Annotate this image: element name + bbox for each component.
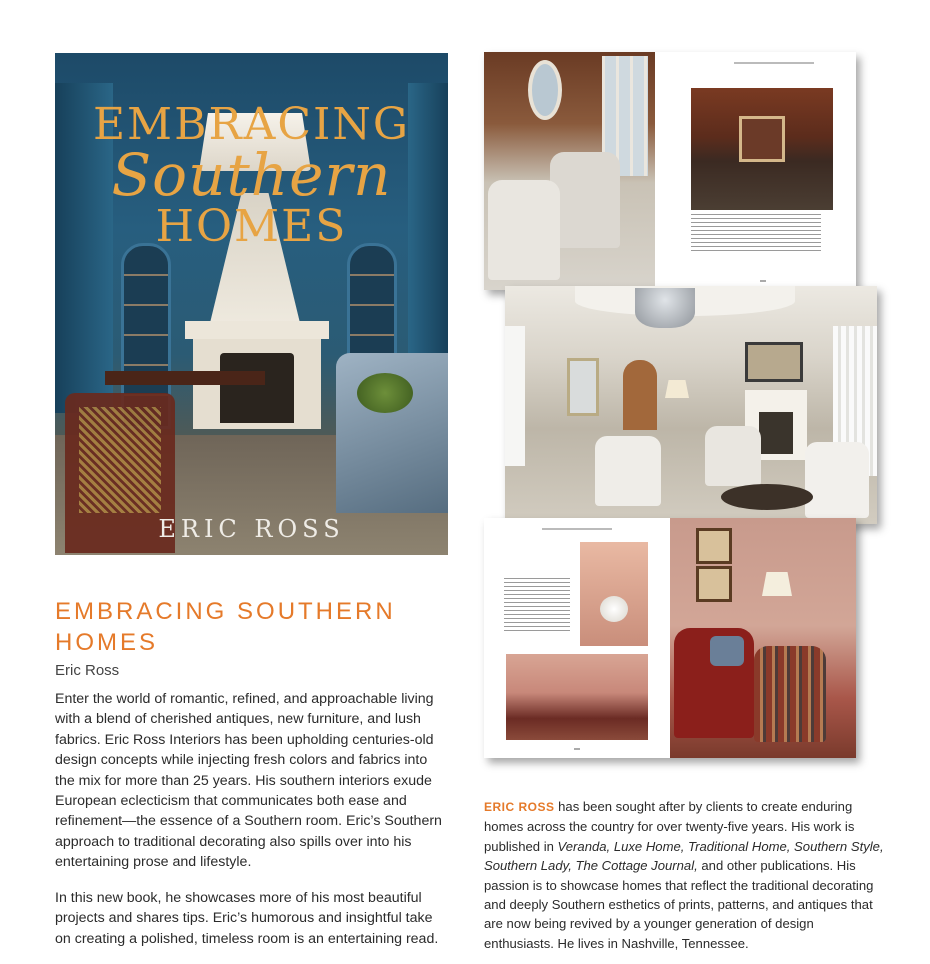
spread3-framed-art-bottom	[696, 566, 732, 602]
author-bio-publications: Veranda, Luxe Home, Traditional Home, Southern Style, Southern Lady, The Cottage Journal,	[484, 838, 884, 874]
cover-firebox	[220, 353, 294, 423]
book-title: EMBRACING SOUTHERN HOMES	[55, 598, 396, 656]
book-description-paragraph-2: In this new book, he showcases more of his most beautiful projects and shares tips. Eric’s humorous and insightful take on creating a polished, timeless room is an entertaining read.	[55, 890, 439, 947]
spread3-page-number	[574, 748, 580, 750]
book-description-paragraph-1: Enter the world of romantic, refined, and approachable living with a blend of cherished antiques, new furniture, and lush fabrics. Eric Ross Interiors has been upholding centuries-old design concepts while injecting fresh colors and fabrics into the mix for more than 25 years. His southern interiors exude European eclecticism that communicates both ease and refinement—the essence of a Southern room. Eric’s Southern approach to traditional decorating also spills over into his entertaining prose and lifestyle.	[55, 691, 442, 871]
spread3-running-head	[542, 528, 612, 530]
spread1-library-photo	[691, 88, 833, 210]
spread2-armchair-center	[705, 426, 761, 486]
spread1-running-head	[734, 62, 814, 64]
book-spread-image-3	[484, 518, 856, 758]
author-bio	[484, 797, 884, 953]
cover-mantel	[185, 321, 329, 339]
spread3-striped-armchair	[754, 646, 826, 742]
spread3-pillow	[710, 636, 744, 666]
author-bio-text-2: and other publications. His passion is to showcase homes that reflect the traditional decorating and deeply Southern esthetics of prints, patterns, and antiques that are now being revived by a younger generation of design enthusiasts. He lives in Nashville, Tennessee.	[484, 858, 874, 951]
spread1-oval-window	[528, 60, 562, 120]
author-bio-name: ERIC ROSS	[484, 800, 555, 814]
cover-title-line1: EMBRACING	[92, 99, 411, 150]
spread2-armchair-right	[805, 442, 869, 518]
spread3-bedroom-photo	[506, 654, 648, 740]
cover-plant	[357, 373, 413, 413]
book-author: Eric Ross	[55, 662, 120, 679]
spread2-coffee-table	[721, 484, 813, 510]
spread1-page-number	[760, 280, 766, 282]
spread1-armchair-front	[488, 180, 560, 280]
spread2-chandelier	[635, 288, 695, 328]
cover-title-line2: Southern	[111, 141, 392, 209]
book-cover-image	[55, 53, 448, 555]
cover-desk	[105, 371, 265, 385]
spread2-painting	[745, 342, 803, 382]
book-spread-image-2	[505, 286, 877, 524]
spread2-table-lamp	[665, 380, 689, 398]
cover-title-line3: HOMES	[155, 201, 348, 252]
spread3-caption-text	[504, 578, 570, 634]
spread1-armchair-back	[550, 152, 620, 248]
spread2-mirror	[567, 358, 599, 416]
spread3-lamp	[762, 572, 792, 596]
cover-author: ERIC ROSS	[158, 515, 345, 543]
spread1-caption-text	[691, 214, 821, 254]
spread3-framed-art-top	[696, 528, 732, 564]
spread3-vignette-photo	[580, 542, 648, 646]
spread2-window-left	[505, 326, 525, 466]
author-bio-text-1: has been sought after by clients to create enduring homes across the country for over twenty-five years. His work is published in	[484, 799, 855, 854]
spread2-armchair-left	[595, 436, 661, 506]
spread2-doorway	[623, 360, 657, 430]
book-spread-image-1	[484, 52, 856, 290]
